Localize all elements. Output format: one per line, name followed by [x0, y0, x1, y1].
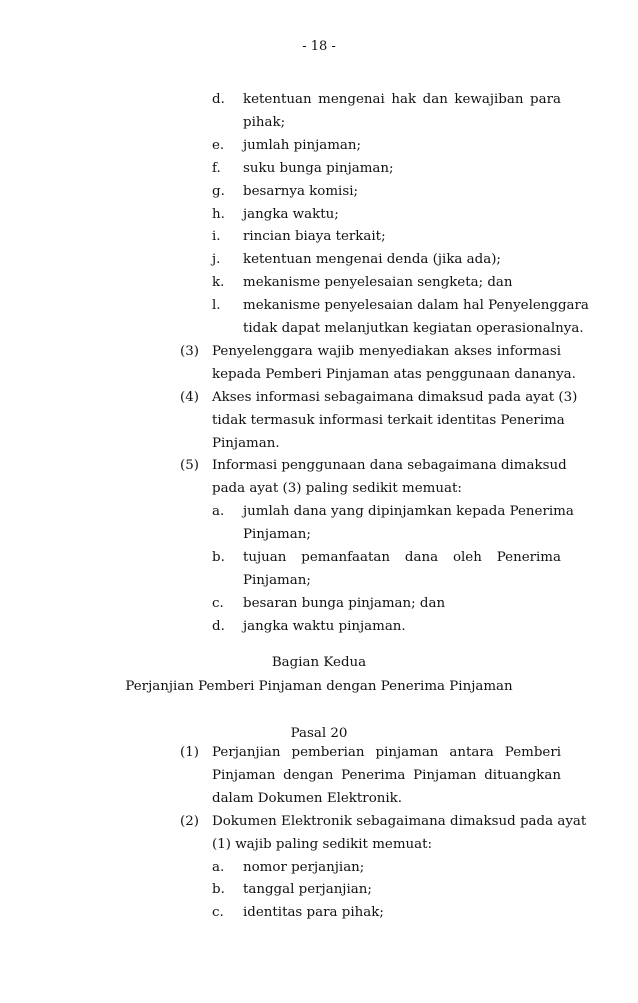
- line-number: k.: [212, 275, 225, 291]
- line-number: (3): [180, 343, 199, 359]
- line-text: besarnya komisi;: [243, 183, 359, 199]
- line-text: ketentuan mengenai hak dan kewajiban para: [243, 92, 561, 107]
- text-line: [0, 250, 638, 270]
- line-number: d.: [212, 618, 225, 634]
- page-number: - 18 -: [302, 39, 336, 54]
- text-line: [0, 296, 638, 316]
- line-text: Penyelenggara wajib menyediakan akses informasi: [212, 343, 561, 359]
- line-text: jumlah dana yang dipinjamkan kepada Penerima: [243, 504, 574, 520]
- line-text: besaran bunga pinjaman; dan: [243, 595, 446, 611]
- text-line: [0, 365, 638, 385]
- line-text: mekanisme penyelesaian dalam hal Penyelenggara: [243, 298, 589, 314]
- line-text: Akses informasi sebagaimana dimaksud pada ayat (3): [212, 389, 578, 405]
- line-number: l.: [212, 298, 221, 314]
- line-text: Pinjaman;: [243, 572, 311, 588]
- text-line: [0, 502, 638, 522]
- line-number: g.: [212, 183, 225, 199]
- text-line: [0, 388, 638, 408]
- line-number: j.: [212, 252, 221, 268]
- line-text: nomor perjanjian;: [243, 859, 365, 875]
- line-text: jangka waktu pinjaman.: [243, 618, 406, 634]
- text-line: [0, 319, 638, 339]
- text-line: [0, 479, 638, 499]
- text-line: [0, 903, 638, 923]
- line-text: Informasi penggunaan dana sebagaimana dimaksud: [212, 458, 567, 474]
- text-line: [0, 205, 638, 225]
- line-number: c.: [212, 595, 224, 611]
- line-text: Pinjaman;: [243, 527, 311, 543]
- text-line: [0, 136, 638, 156]
- line-text: ketentuan mengenai denda (jika ada);: [243, 252, 501, 268]
- line-text: Pinjaman.: [212, 435, 280, 451]
- line-number: (5): [180, 458, 199, 474]
- line-text: jumlah pinjaman;: [243, 137, 362, 153]
- line-text: (1) wajib paling sedikit memuat:: [212, 836, 433, 852]
- text-line: [0, 766, 638, 786]
- text-line: [0, 594, 638, 614]
- text-line: [0, 182, 638, 202]
- line-text: rincian biaya terkait;: [243, 229, 386, 245]
- section-subtitle: Perjanjian Pemberi Pinjaman dengan Penerima Pinjaman: [125, 679, 513, 694]
- line-text: Pinjaman dengan Penerima Pinjaman dituangkan: [212, 767, 561, 783]
- line-number: a.: [212, 859, 225, 875]
- text-line: [0, 548, 638, 568]
- text-line: [0, 411, 638, 431]
- text-line: [0, 273, 638, 293]
- line-text: tanggal perjanjian;: [243, 882, 372, 898]
- line-number: e.: [212, 137, 225, 153]
- line-text: dalam Dokumen Elektronik.: [212, 790, 403, 806]
- text-line: [0, 342, 638, 362]
- text-line: [0, 434, 638, 454]
- line-number: (2): [180, 813, 199, 829]
- line-text: kepada Pemberi Pinjaman atas penggunaan dananya.: [212, 366, 576, 382]
- line-text: identitas para pihak;: [243, 905, 384, 921]
- text-line: [0, 113, 638, 133]
- line-number: (1): [180, 745, 199, 760]
- text-line: [0, 525, 638, 545]
- line-text: Perjanjian pemberian pinjaman antara Pemberi: [212, 745, 561, 760]
- text-line: [0, 789, 638, 809]
- line-text: Dokumen Elektronik sebagaimana dimaksud pada ayat: [212, 813, 587, 829]
- text-line: [0, 812, 638, 832]
- text-line: [0, 90, 638, 110]
- line-text: pihak;: [243, 114, 286, 130]
- text-line: [0, 571, 638, 591]
- line-number: a.: [212, 504, 225, 520]
- line-text: pada ayat (3) paling sedikit memuat:: [212, 481, 462, 497]
- text-line: [0, 227, 638, 247]
- line-number: c.: [212, 905, 224, 921]
- line-number: (4): [180, 389, 199, 405]
- line-text: tidak termasuk informasi terkait identitas Penerima: [212, 412, 565, 428]
- line-number: h.: [212, 206, 225, 222]
- line-text: tidak dapat melanjutkan kegiatan operasionalnya.: [243, 321, 584, 336]
- line-number: d.: [212, 92, 225, 107]
- line-number: b.: [212, 882, 225, 898]
- text-line: [0, 858, 638, 878]
- text-line: [0, 743, 638, 763]
- section-title: Bagian Kedua: [271, 655, 367, 670]
- line-number: i.: [212, 229, 221, 245]
- line-text: tujuan pemanfaatan dana oleh Penerima: [243, 550, 561, 565]
- line-text: mekanisme penyelesaian sengketa; dan: [243, 275, 513, 291]
- text-line: [0, 835, 638, 855]
- line-text: suku bunga pinjaman;: [243, 160, 394, 176]
- text-line: [0, 617, 638, 637]
- text-line: [0, 880, 638, 900]
- text-line: [0, 456, 638, 476]
- text-line: [0, 159, 638, 179]
- line-number: f.: [212, 160, 221, 176]
- article-title: Pasal 20: [290, 726, 348, 741]
- line-text: jangka waktu;: [243, 206, 339, 222]
- line-number: b.: [212, 550, 225, 565]
